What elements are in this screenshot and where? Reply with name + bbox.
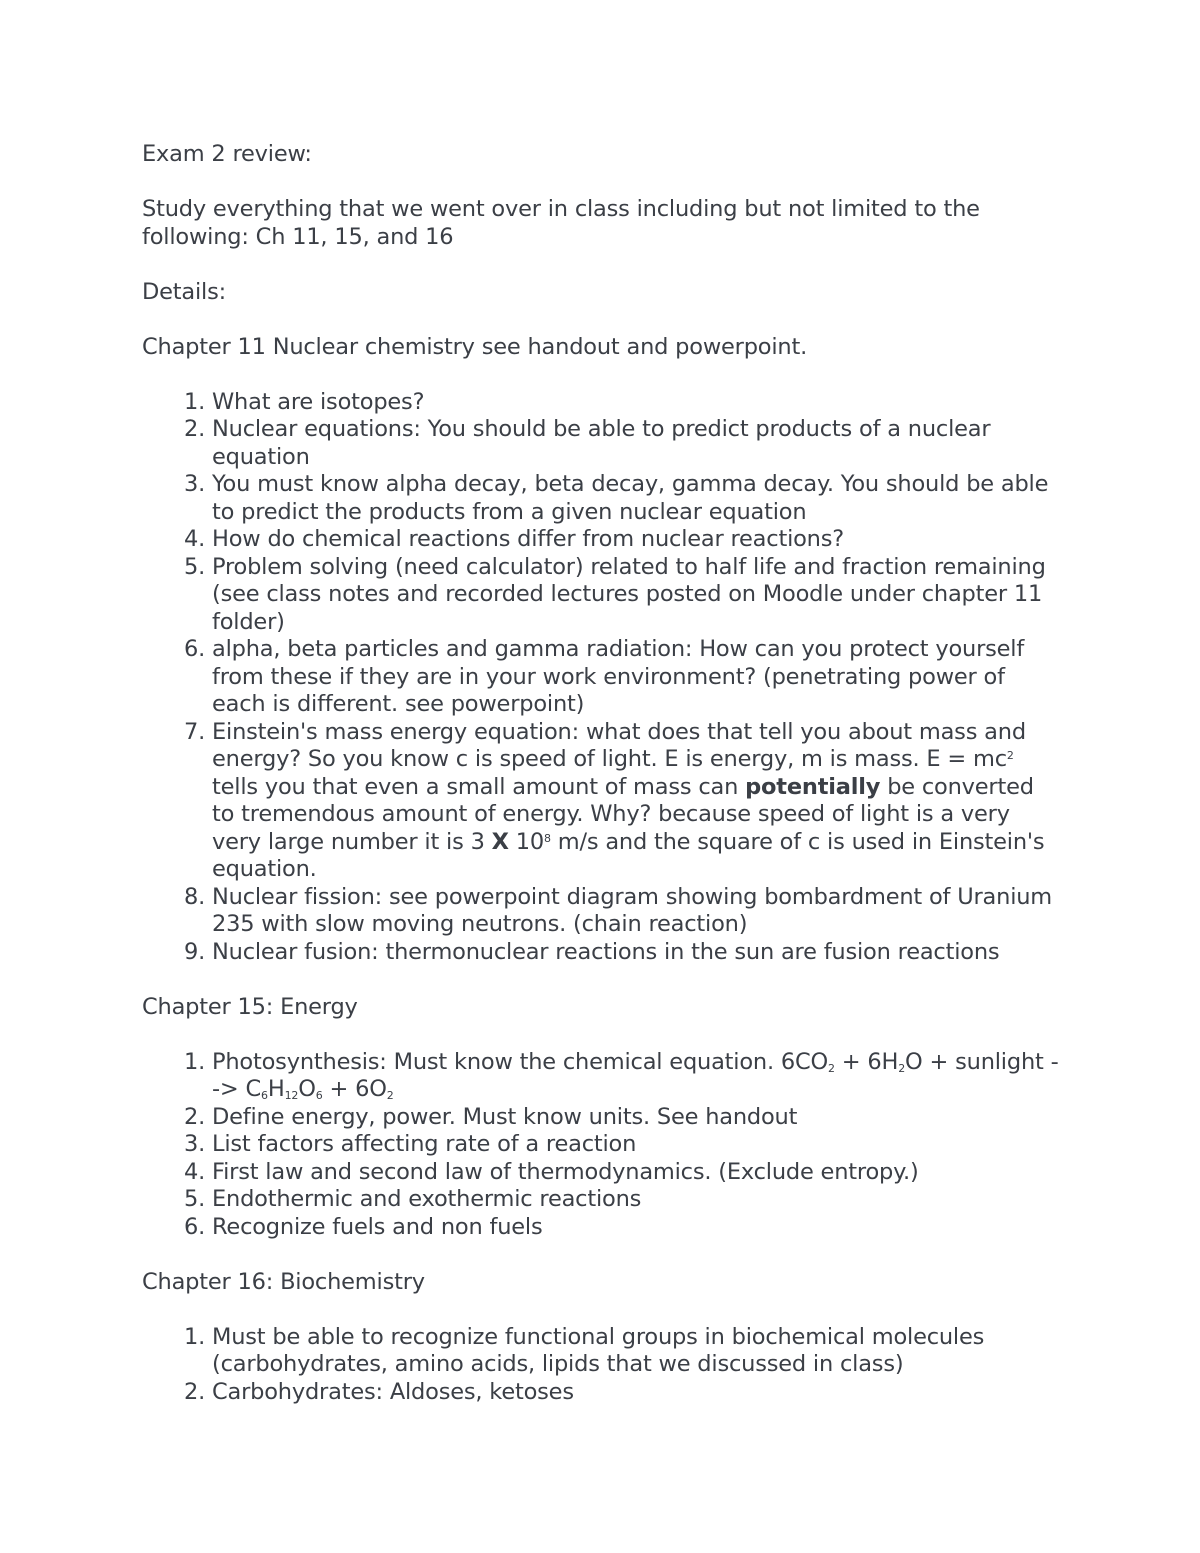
list-item: 6. Recognize fuels and non fuels [212,1214,1062,1242]
list-item: 2. Nuclear equations: You should be able to predict products of a nuclear equation [212,416,1062,471]
text-segment: + 6O [322,1076,387,1102]
text-segment: m/s and the square of c is used in Einstein's equation. [212,828,1045,882]
text-segment: + 6H [834,1048,899,1075]
list-item: 5. Endothermic and exothermic reactions [212,1186,1062,1214]
text-segment: O + sunlight --> C [212,1048,1059,1102]
list-item: 8. Nuclear fission: see powerpoint diagram showing bombardment of Uranium 235 with slow moving neutrons. (chain reaction) [212,884,1062,939]
list-item: 4. First law and second law of thermodynamics. (Exclude entropy.) [212,1159,1062,1187]
bold-text: potentially [745,773,881,800]
text-segment: O [298,1076,316,1102]
superscript: 2 [1006,749,1014,762]
text-segment: tells you that even a small amount of mass can [212,773,746,800]
details-label: Details: [142,278,226,305]
list-item: 4. How do chemical reactions differ from nuclear reactions? [212,526,1062,554]
list-item-photosynthesis [212,1049,1062,1104]
subscript: 6 [261,1089,268,1102]
bold-text: X [491,828,509,855]
subscript: 2 [898,1061,906,1075]
list-item: 6. alpha, beta particles and gamma radiation: How can you protect yourself from these if they are in your work environment? (penetrating power of each is different. see powerpoint) [212,636,1062,719]
chapter-16-list [142,1324,1062,1407]
list-item: 3. List factors affecting rate of a reaction [212,1131,1062,1159]
list-item: 2. Define energy, power. Must know units. See handout [212,1104,1062,1132]
list-item-einstein [212,719,1062,884]
text-segment: be converted to tremendous amount of energy. Why? because speed of light is a very very large number it is 3 [212,773,1034,855]
list-item: 2. Carbohydrates: Aldoses, ketoses [212,1379,1062,1407]
list-item: 1. Must be able to recognize functional groups in biochemical molecules (carbohydrates, amino acids, lipids that we discussed in class) [212,1324,1062,1379]
list-item: 5. Problem solving (need calculator) related to half life and fraction remaining (see class notes and recorded lectures posted on Moodle under chapter 11 folder) [212,554,1062,637]
chapter-15-heading: Chapter 15: Energy [142,993,358,1020]
list-item: 9. Nuclear fusion: thermonuclear reactions in the sun are fusion reactions [212,939,1062,967]
text-segment: 10 [508,828,544,855]
superscript: 8 [543,831,551,845]
text-segment: Photosynthesis: Must know the chemical equation. 6CO [212,1048,829,1075]
subscript: 2 [386,1089,394,1102]
subscript: 12 [284,1089,299,1102]
subscript: 2 [828,1061,835,1075]
intro-text: Study everything that we went over in class including but not limited to the following: Ch 11, 15, and 16 [142,196,980,250]
document-page [142,141,1062,1434]
chapter-16-heading: Chapter 16: Biochemistry [142,1268,425,1295]
chapter-15-list [142,1049,1062,1242]
text-segment: H [267,1076,285,1102]
document-title: Exam 2 review: [142,141,312,167]
list-item: 3. You must know alpha decay, beta decay, gamma decay. You should be able to predict the products from a given nuclear equation [212,471,1062,526]
chapter-11-list [142,389,1062,967]
list-item: 1. What are isotopes? [212,389,1062,417]
text-segment: Einstein's mass energy equation: what does that tell you about mass and energy? So you know c is speed of light. E is energy, m is mass. E = mc [212,718,1026,772]
subscript: 6 [315,1089,323,1102]
chapter-11-heading: Chapter 11 Nuclear chemistry see handout and powerpoint. [142,333,808,360]
